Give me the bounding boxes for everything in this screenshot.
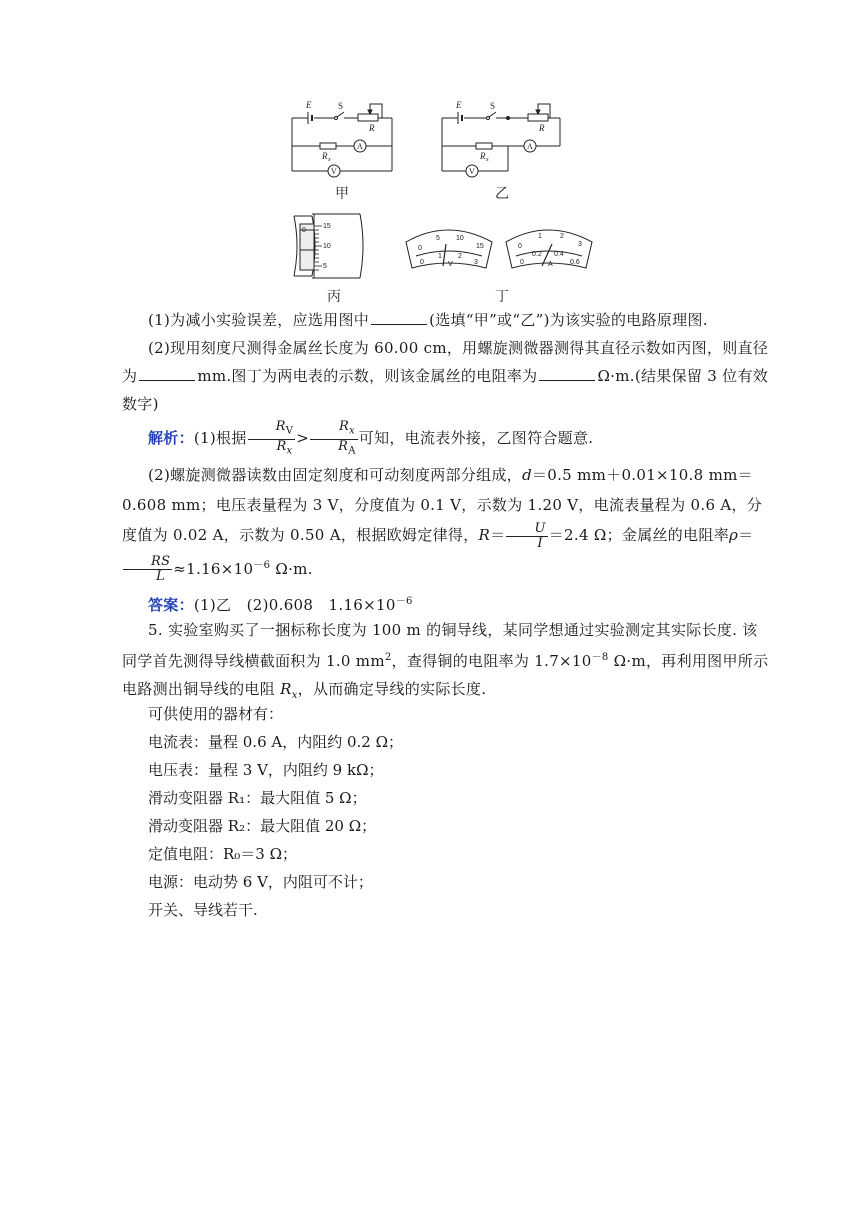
equipment-item: 电压表：量程 3 V，内阻约 9 kΩ； bbox=[148, 761, 384, 779]
voltmeter-top-15: 15 bbox=[476, 243, 484, 250]
label-E: E bbox=[456, 100, 462, 110]
label-S: S bbox=[490, 101, 496, 111]
equipment-item: 定值电阻：R₀＝3 Ω； bbox=[148, 845, 298, 863]
question-1-text-b: (选填“甲”或“乙”)为该实验的电路原理图. bbox=[429, 311, 708, 329]
answer-exponent: －6 bbox=[395, 596, 413, 607]
circuit-diagram-yi bbox=[436, 96, 566, 180]
ammeter-bottom-0.4: 0.4 bbox=[554, 251, 564, 258]
answer-blank-1 bbox=[371, 310, 427, 325]
analysis-p2-b: ＝0.5 mm＋0.01×10.8 mm＝0.608 mm；电压表量程为 3 V，分度值为 0.1 V，示数为 1.20 V，电流表量程为 0.6 A，分度值为 0.02 A，示数为 0.50 A，根据欧姆定律得， bbox=[122, 466, 763, 544]
var-rho: ρ bbox=[729, 526, 739, 544]
question-2 bbox=[122, 334, 772, 418]
answer-line bbox=[122, 588, 772, 619]
fraction-rv-rx bbox=[248, 420, 296, 458]
label-Rx: R bbox=[322, 151, 328, 161]
voltmeter-bottom-0: 0 bbox=[420, 259, 424, 266]
equals-2: ＝ bbox=[738, 526, 754, 544]
answer-blank-3 bbox=[539, 366, 595, 381]
caption-jia: 甲 bbox=[335, 186, 349, 202]
fraction-rs-l bbox=[123, 555, 172, 584]
q5-Rx-sub: x bbox=[291, 690, 298, 701]
analysis-p2-d: ≈1.16×10 bbox=[173, 559, 254, 578]
label-A: A bbox=[527, 142, 533, 151]
analysis-part-2 bbox=[122, 460, 772, 584]
ammeter-top-1: 1 bbox=[538, 233, 542, 240]
voltmeter-bottom-2: 2 bbox=[458, 253, 462, 260]
frac1-den-sub: x bbox=[286, 445, 293, 457]
label-S: S bbox=[338, 101, 344, 111]
frac4-num: RS bbox=[123, 555, 172, 570]
equipment-item: 开关、导线若干. bbox=[148, 901, 258, 919]
var-d: d bbox=[522, 466, 532, 484]
micrometer-tick-10: 10 bbox=[323, 243, 331, 250]
label-Rx-sub: x bbox=[486, 157, 489, 163]
label-V: V bbox=[331, 167, 337, 176]
frac4-den: L bbox=[156, 569, 166, 584]
caption-bing: 丙 bbox=[327, 289, 341, 305]
q5-text-c: Ω·m，再利用图甲所示电路测出铜导线的电阻 bbox=[122, 652, 769, 698]
analysis-p2-e: Ω·m. bbox=[270, 559, 313, 578]
voltmeter-top-0: 0 bbox=[418, 245, 422, 252]
frac1-num: R bbox=[275, 419, 286, 434]
q5-text-b: ，查得铜的电阻率为 1.7×10 bbox=[391, 652, 592, 670]
caption-yi: 乙 bbox=[495, 186, 509, 202]
circuit-yi-svg bbox=[436, 96, 566, 180]
q5-text-d: ，从而确定导线的实际长度. bbox=[297, 680, 487, 698]
ammeter-top-2: 2 bbox=[560, 233, 564, 240]
meters-svg bbox=[402, 222, 598, 274]
answer-label: 答案： bbox=[148, 596, 194, 614]
question-2-text-b: mm.图丁为两电表的示数，则该金属丝的电阻率为 bbox=[197, 367, 538, 385]
question-1-text-a: (1)为减小实验误差，应选用图中 bbox=[148, 311, 370, 329]
question-2-text-c: Ω·m.(结果保留 3 位有效数字) bbox=[122, 367, 769, 413]
question-5 bbox=[122, 616, 772, 710]
label-R: R bbox=[369, 123, 375, 133]
equipment-item: 电流表：量程 0.6 A，内阻约 0.2 Ω； bbox=[148, 733, 404, 751]
voltmeter-unit: V bbox=[448, 261, 453, 268]
equipment-item: 滑动变阻器 R₂：最大阻值 20 Ω； bbox=[148, 817, 377, 835]
equipment-item: 电源：电动势 6 V，内阻可不计； bbox=[148, 873, 373, 891]
analysis-part-1 bbox=[122, 420, 772, 458]
frac1-num-sub: V bbox=[285, 425, 294, 437]
voltmeter-bottom-3: 3 bbox=[474, 259, 478, 266]
fraction-u-i bbox=[506, 522, 547, 551]
ammeter-bottom-0.6: 0.6 bbox=[570, 259, 580, 266]
caption-ding: 丁 bbox=[495, 289, 509, 305]
analysis-p2-a: (2)螺旋测微器读数由固定刻度和可动刻度两部分组成， bbox=[148, 466, 523, 484]
equipment-item: 滑动变阻器 R₁：最大阻值 5 Ω； bbox=[148, 789, 367, 807]
answer-text: (1)乙 (2)0.608 1.16×10 bbox=[193, 596, 396, 614]
ammeter-top-0: 0 bbox=[518, 243, 522, 250]
question-1 bbox=[122, 306, 772, 334]
micrometer-svg bbox=[290, 210, 370, 282]
micrometer-figure bbox=[290, 210, 370, 282]
micrometer-tick-0: 0 bbox=[302, 227, 306, 234]
analysis-label: 解析： bbox=[148, 429, 194, 448]
var-R: R bbox=[478, 526, 491, 544]
voltmeter-bottom-1: 1 bbox=[438, 253, 442, 260]
question-2-text-a: (2)现用刻度尺测得金属丝长度为 60.00 cm，用螺旋测微器测得其直径示数如丙图，则直径为 bbox=[122, 339, 769, 385]
analysis-p1-b: 可知，电流表外接，乙图符合题意. bbox=[358, 429, 594, 448]
label-Rx: R bbox=[480, 151, 486, 161]
frac2-num-sub: x bbox=[349, 425, 355, 437]
label-E: E bbox=[306, 100, 312, 110]
voltmeter-top-10: 10 bbox=[456, 235, 464, 242]
frac2-den: R bbox=[338, 438, 349, 454]
voltmeter-top-5: 5 bbox=[436, 235, 440, 242]
fraction-rx-ra bbox=[310, 420, 358, 458]
ammeter-bottom-0.2: 0.2 bbox=[532, 251, 542, 258]
q5-sup2: 2 bbox=[384, 652, 392, 663]
micrometer-tick-5: 5 bbox=[323, 263, 327, 270]
exponent: －6 bbox=[253, 559, 271, 571]
label-R: R bbox=[539, 123, 545, 133]
frac2-num: R bbox=[338, 419, 350, 434]
label-A: A bbox=[357, 142, 363, 151]
equipment-intro: 可供使用的器材有： bbox=[148, 705, 284, 723]
q5-Rx: R bbox=[280, 680, 292, 698]
analysis-p1-a: (1)根据 bbox=[193, 429, 247, 448]
circuit-jia-svg bbox=[286, 96, 400, 180]
ammeter-bottom-0: 0 bbox=[520, 259, 524, 266]
equals: ＝ bbox=[490, 526, 506, 544]
label-V: V bbox=[469, 167, 475, 176]
greater-than: > bbox=[296, 429, 310, 448]
frac2-den-sub: A bbox=[348, 445, 356, 457]
micrometer-tick-15: 15 bbox=[323, 223, 331, 230]
meters-figure bbox=[402, 222, 598, 274]
label-Rx-sub: x bbox=[328, 157, 331, 163]
ammeter-unit: A bbox=[548, 261, 553, 268]
frac1-den: R bbox=[276, 438, 287, 454]
circuit-diagram-jia bbox=[286, 96, 400, 180]
q5-text-a: 5. 实验室购买了一捆标称长度为 100 m 的铜导线，某同学想通过实验测定其实际长度. 该同学首先测得导线横截面积为 1.0 mm bbox=[122, 621, 758, 670]
answer-blank-2 bbox=[139, 366, 195, 381]
frac3-num: U bbox=[506, 522, 547, 537]
frac3-den: I bbox=[537, 535, 543, 551]
q5-exponent: －8 bbox=[591, 652, 609, 663]
analysis-p2-c: ＝2.4 Ω；金属丝的电阻率 bbox=[548, 526, 729, 544]
ammeter-top-3: 3 bbox=[578, 241, 582, 248]
